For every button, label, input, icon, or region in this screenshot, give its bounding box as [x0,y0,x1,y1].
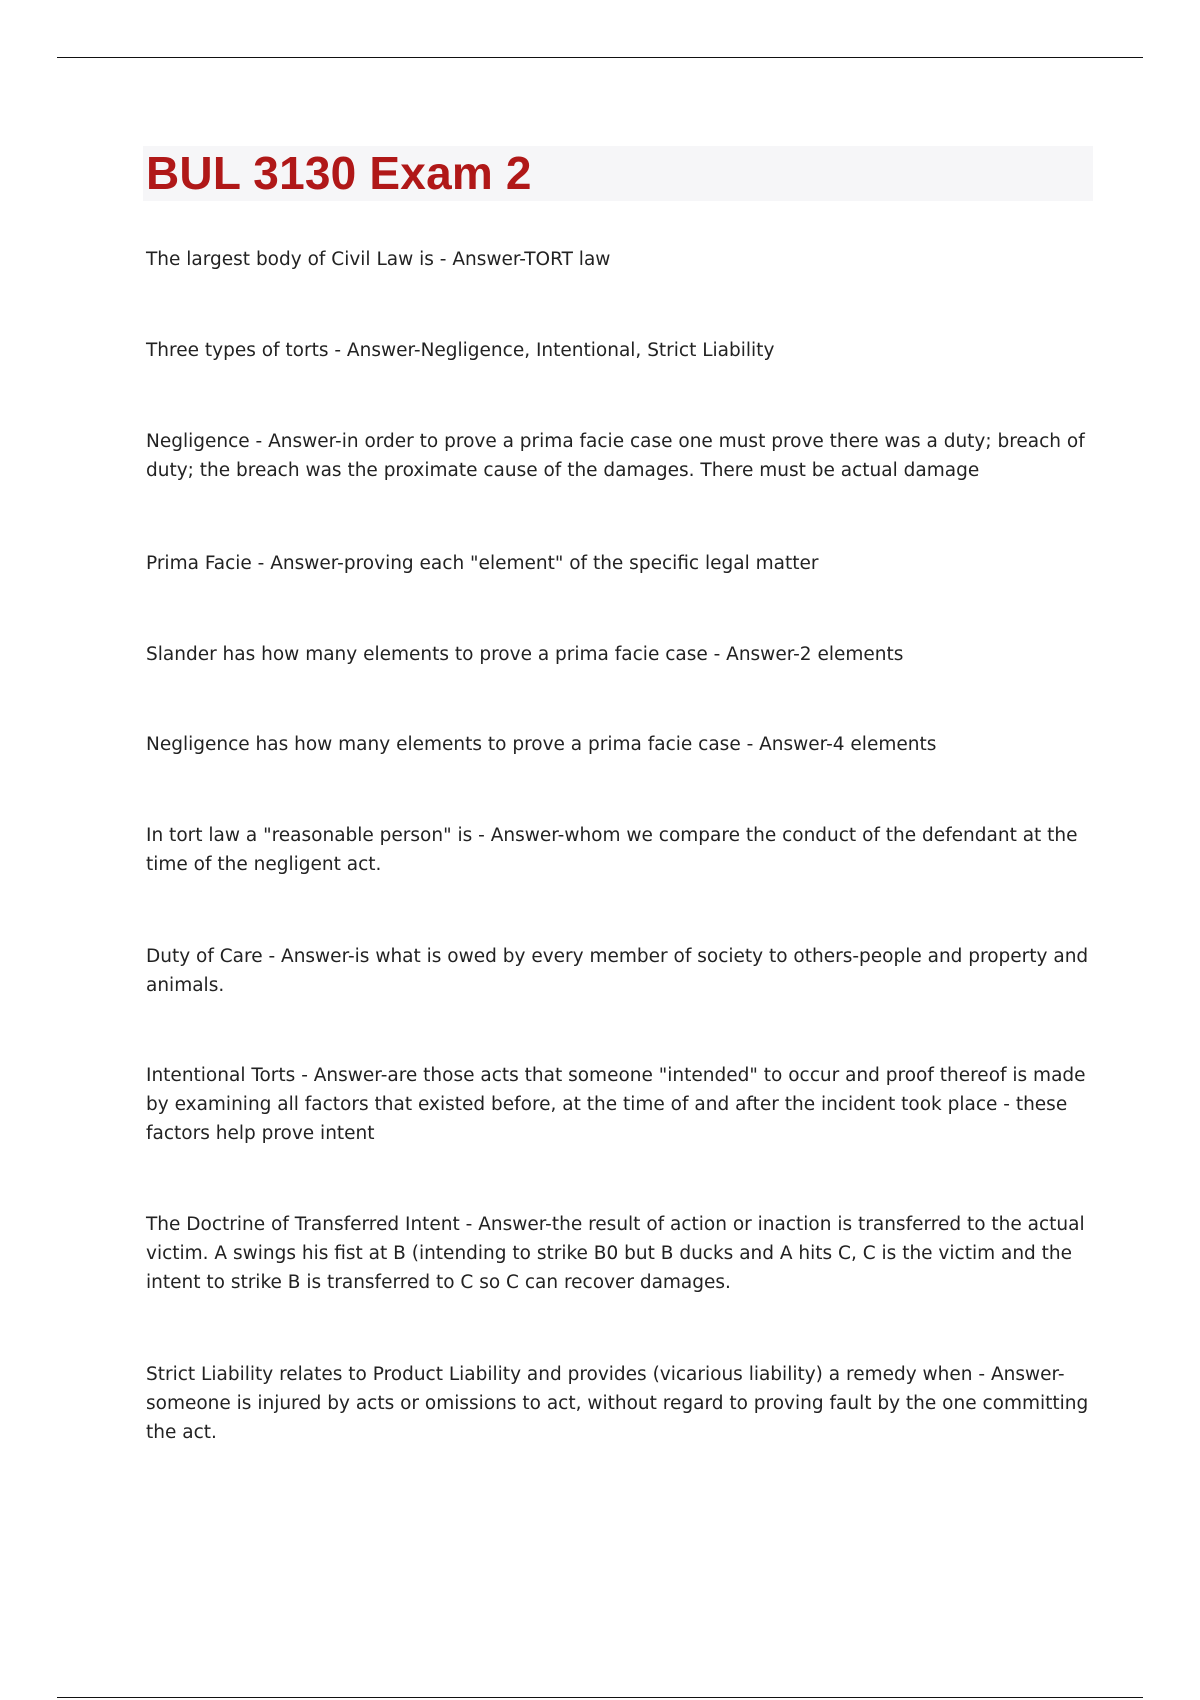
qa-item-1: The largest body of Civil Law is - Answer-TORT law [146,249,611,270]
top-rule [57,57,1143,58]
qa-item-6: Negligence has how many elements to prove a prima facie case - Answer-4 elements [146,734,937,755]
qa-item-10: The Doctrine of Transferred Intent - Answer-the result of action or inaction is transferred to the actual victim. A swings his fist at B (intending to strike B0 but B ducks and A hits C, C is the victim and the intent to strike B is transferred to C so C can recover damages. [146,1214,1085,1293]
qa-item-8: Duty of Care - Answer-is what is owed by every member of society to others-people and property and animals. [146,946,1089,996]
document-title: BUL 3130 Exam 2 [146,147,532,199]
qa-item-5: Slander has how many elements to prove a prima facie case - Answer-2 elements [146,644,904,665]
qa-item-7: In tort law a "reasonable person" is - Answer-whom we compare the conduct of the defendant at the time of the negligent act. [146,825,1078,875]
qa-item-4: Prima Facie - Answer-proving each "element" of the specific legal matter [146,553,819,574]
qa-item-3: Negligence - Answer-in order to prove a prima facie case one must prove there was a duty; breach of duty; the breach was the proximate cause of the damages. There must be actual damage [146,431,1085,481]
qa-item-2: Three types of torts - Answer-Negligence, Intentional, Strict Liability [146,340,775,361]
bottom-rule [57,1697,1143,1698]
qa-item-9: Intentional Torts - Answer-are those acts that someone "intended" to occur and proof thereof is made by examining all factors that existed before, at the time of and after the incident took place - these factors help prove intent [146,1065,1086,1144]
qa-item-11: Strict Liability relates to Product Liability and provides (vicarious liability) a remedy when - Answer-someone is injured by acts or omissions to act, without regard to proving fault by the one committing the act. [146,1364,1089,1443]
